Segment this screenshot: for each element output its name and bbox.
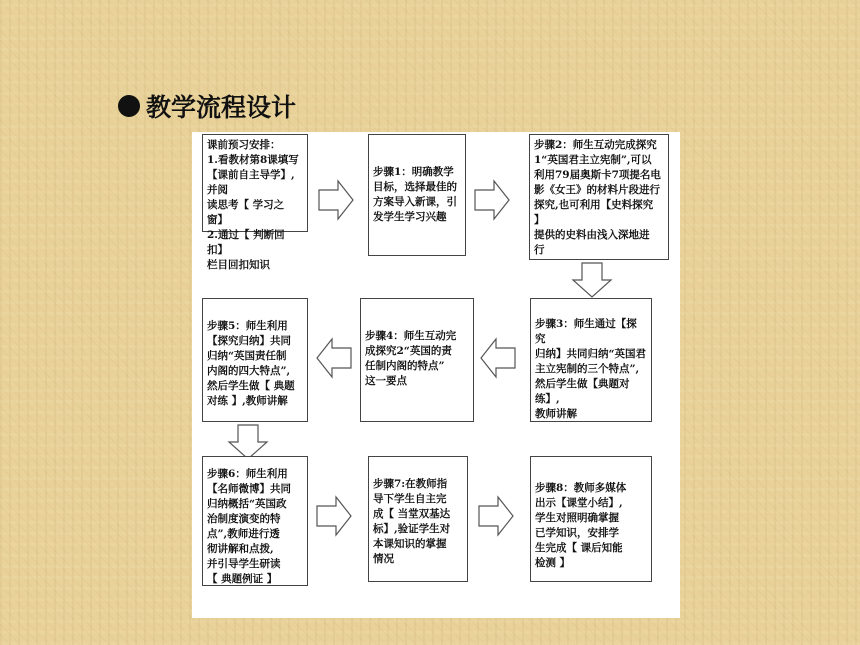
- step-8-box: 步骤8：教师多媒体 出示【课堂小结】, 学生对照明确掌握 已学知识，安排学 生完成【 课后知能 检测 】: [530, 456, 652, 582]
- step-1-box: 步骤1：明确教学 目标，选择最佳的 方案导入新课，引 发学生学习兴趣: [368, 134, 466, 256]
- down-arrow-icon: [572, 262, 612, 298]
- step-2-box: 步骤2：师生互动完成探究 1“英国君主立宪制”,可以 利用79届奥斯卡7项提名电 影《女王》的材料片段进行 探究,也可利用【史料探究 】 提供的史料由浅入深地进 行: [529, 134, 669, 260]
- flowchart-panel: [192, 132, 680, 618]
- right-arrow-icon: [478, 496, 514, 536]
- right-arrow-icon: [318, 180, 354, 220]
- step-3-box: 步骤3：师生通过【探究 归纳】共同归纳“英国君 主立宪制的三个特点”, 然后学生做【典题对练】, 教师讲解: [530, 298, 652, 422]
- slide-title: [118, 88, 296, 124]
- right-arrow-icon: [316, 496, 352, 536]
- left-arrow-icon: [480, 338, 516, 378]
- step-5-box: 步骤5：师生利用 【探究归纳】共同 归纳“英国责任制 内阁的四大特点”, 然后学生做【 典题 对练 】,教师讲解: [202, 298, 308, 422]
- down-arrow-icon: [228, 424, 268, 460]
- step-4-box: 步骤4：师生互动完 成探究2“英国的责 任制内阁的特点” 这一要点: [360, 298, 474, 422]
- left-arrow-icon: [316, 338, 352, 378]
- step-7-box: 步骤7:在教师指 导下学生自主完 成【 当堂双基达 标】,验证学生对 本课知识的掌握 情况: [368, 456, 468, 582]
- step-6-box: 步骤6：师生利用 【名师微博】共同 归纳概括“英国政 治制度演变的特 点”,教师进行透 彻讲解和点拨, 并引导学生研读 【 典题例证 】: [202, 456, 308, 586]
- step-preview-box: 课前预习安排： 1.看教材第8课填写 【课前自主导学】,并阅 读思考【 学习之窗】 2.通过【 判断回扣】 栏目回扣知识: [202, 134, 308, 232]
- bullet-dot-icon: [118, 95, 140, 117]
- right-arrow-icon: [474, 180, 510, 220]
- slide-title-text: 教学流程设计: [146, 93, 297, 122]
